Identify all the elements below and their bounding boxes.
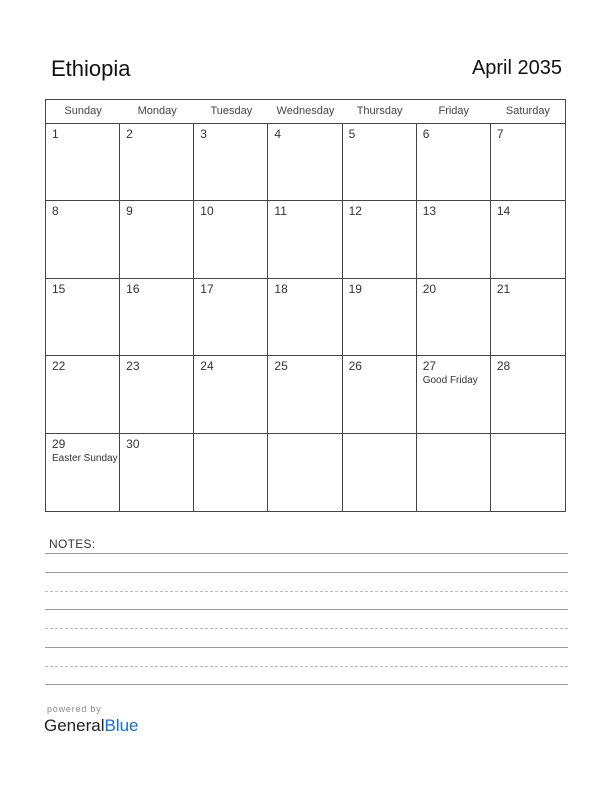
calendar-day-cell [120,356,194,433]
weekday-label: Saturday [505,105,550,117]
calendar-day-cell [194,201,268,278]
calendar-day-cell [268,434,342,511]
day-number: 24 [200,359,214,374]
holiday-label: Good Friday [422,375,478,387]
calendar-day-cell [46,201,120,278]
brand-name-second: Blue [104,716,139,735]
calendar-day-cell [268,124,342,201]
calendar-day-cell [417,201,491,278]
day-number: 18 [274,281,288,296]
notes-line [45,666,568,667]
notes-line [45,647,568,648]
weekday-label: Friday [438,105,470,117]
notes-line [45,609,568,610]
day-number: 5 [348,127,356,141]
weekday-label: Tuesday [210,105,253,117]
calendar-day-cell [46,279,120,356]
day-number: 11 [274,204,287,219]
day-number: 2 [126,127,133,141]
calendar-day-cell [120,279,194,356]
calendar-day-cell [120,434,194,511]
calendar-day-cell [343,201,417,278]
brand-logo [44,716,139,736]
calendar-day-cell [268,279,342,356]
day-number: 12 [348,204,362,219]
day-number: 17 [200,281,214,296]
notes-line [45,572,568,573]
day-number: 3 [200,127,207,141]
calendar-day-cell [417,124,491,201]
calendar-day-cell [46,356,120,433]
day-number: 22 [52,359,66,374]
weekday-label: Wednesday [276,105,335,117]
powered-by-text: powered by [47,704,102,714]
day-number: 30 [126,436,140,451]
day-number: 29 [52,436,66,451]
day-number: 28 [496,359,511,374]
weekday-label: Monday [137,105,177,117]
calendar-day-cell [194,279,268,356]
day-number: 4 [274,127,282,141]
calendar-day-cell [120,201,194,278]
calendar-day-cell [46,434,120,511]
notes-line [45,684,568,685]
calendar-day-cell [268,356,342,433]
calendar-day-cell [46,124,120,201]
calendar-day-cell [343,356,417,433]
day-number: 26 [348,359,362,374]
notes-line [45,553,568,554]
calendar-day-cell [343,279,417,356]
calendar-day-cell [491,279,565,356]
day-number: 6 [422,127,430,141]
day-number: 9 [126,204,133,219]
day-number: 15 [52,281,66,296]
day-number: 10 [200,204,214,219]
calendar-day-cell [194,124,268,201]
day-number: 23 [126,359,140,374]
calendar-day-cell [343,124,417,201]
notes-line [45,628,568,629]
calendar-country-title: Ethiopia [51,56,131,81]
weekday-label: Thursday [356,105,403,117]
day-number: 14 [496,204,511,219]
day-number: 19 [348,281,362,296]
day-number: 20 [422,281,437,296]
day-number: 21 [496,281,511,296]
calendar-grid [45,99,566,512]
weekday-label: Sunday [64,105,102,117]
calendar-day-cell [194,434,268,511]
calendar-day-cell [491,201,565,278]
day-number: 27 [422,359,437,374]
day-number: 25 [274,359,288,374]
weekday-header-row [46,100,565,124]
brand-name-first: General [44,716,105,735]
notes-label: NOTES: [49,537,96,551]
calendar-body [46,124,565,511]
calendar-day-cell [491,124,565,201]
day-number: 16 [126,281,140,296]
calendar-day-cell [491,356,565,433]
calendar-day-cell [120,124,194,201]
calendar-month-title: April 2035 [471,57,562,79]
calendar-day-cell [343,434,417,511]
notes-line [45,591,568,592]
day-number: 7 [496,127,504,141]
calendar-day-cell [417,356,491,433]
calendar-day-cell [491,434,565,511]
calendar-day-cell [417,279,491,356]
day-number: 1 [52,127,59,141]
calendar-day-cell [268,201,342,278]
calendar-day-cell [194,356,268,433]
calendar-day-cell [417,434,491,511]
day-number: 8 [52,204,59,219]
day-number: 13 [422,204,437,219]
holiday-label: Easter Sunday [52,452,118,464]
